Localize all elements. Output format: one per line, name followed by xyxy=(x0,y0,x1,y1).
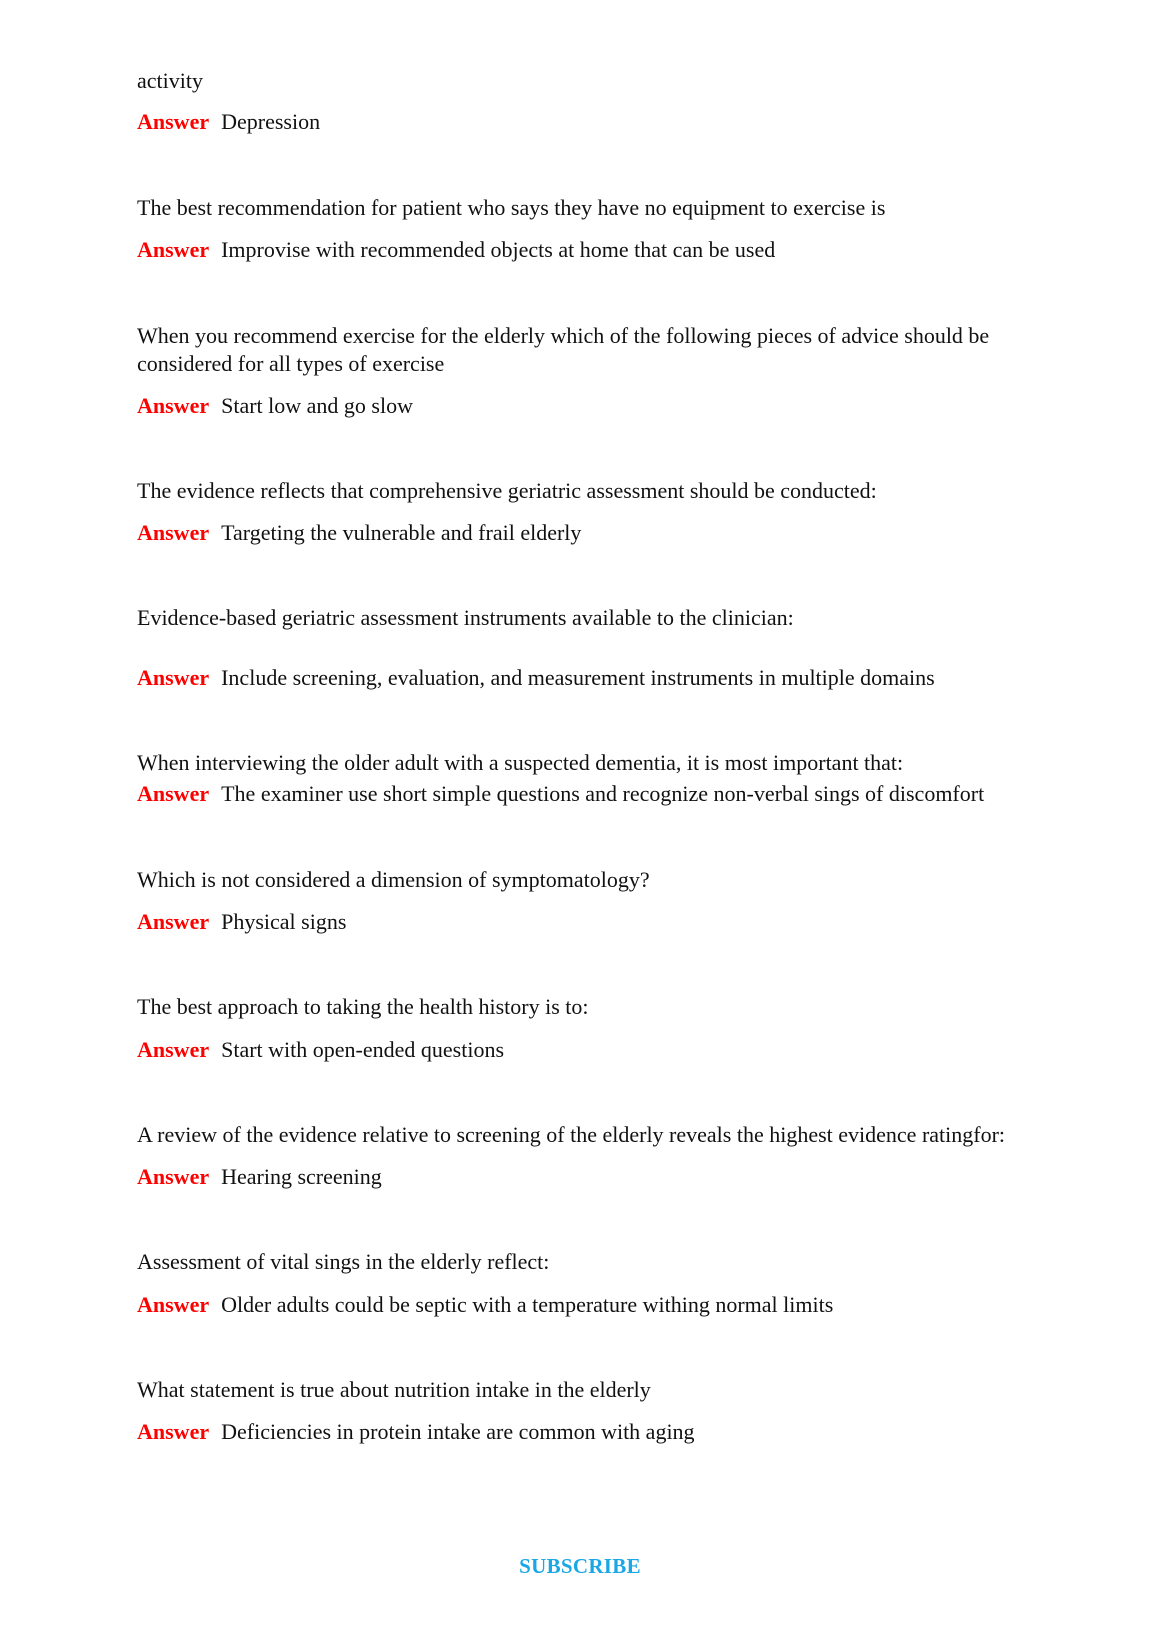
answer-text: Depression xyxy=(221,109,321,134)
question-text: The best recommendation for patient who says they have no equipment to exercise is xyxy=(137,195,886,220)
question-text: What statement is true about nutrition intake in the elderly xyxy=(137,1377,651,1402)
answer-3 xyxy=(137,519,1057,547)
answer-9 xyxy=(137,1291,1057,1319)
answer-10 xyxy=(137,1418,1057,1446)
answer-label: Answer xyxy=(137,520,210,545)
question-text: The best approach to taking the health history is to: xyxy=(137,994,589,1019)
answer-label: Answer xyxy=(137,665,210,690)
question-2 xyxy=(137,322,1047,378)
answer-label: Answer xyxy=(137,1164,210,1189)
subscribe-link[interactable]: SUBSCRIBE xyxy=(519,1554,641,1578)
question-3 xyxy=(137,477,1057,505)
answer-1 xyxy=(137,236,1057,264)
fragment-answer xyxy=(137,108,1057,136)
answer-text: Physical signs xyxy=(221,909,347,934)
answer-text: Older adults could be septic with a temperature withing normal limits xyxy=(221,1292,834,1317)
question-9 xyxy=(137,1248,1057,1276)
question-text: When interviewing the older adult with a suspected dementia, it is most important that: xyxy=(137,750,904,775)
question-text: Assessment of vital sings in the elderly reflect: xyxy=(137,1249,550,1274)
answer-label: Answer xyxy=(137,781,210,806)
answer-label: Answer xyxy=(137,237,210,262)
answer-label: Answer xyxy=(137,1292,210,1317)
question-text: A review of the evidence relative to screening of the elderly reveals the highest evidence ratingfor: xyxy=(137,1122,1006,1147)
question-text: Which is not considered a dimension of symptomatology? xyxy=(137,867,650,892)
question-8 xyxy=(137,1121,1057,1149)
answer-label: Answer xyxy=(137,109,210,134)
question-10 xyxy=(137,1376,1057,1404)
fragment-text xyxy=(137,67,1057,95)
answer-text: The examiner use short simple questions and recognize non-verbal sings of discomfort xyxy=(221,781,985,806)
answer-5 xyxy=(137,780,1057,808)
question-7 xyxy=(137,993,1057,1021)
answer-label: Answer xyxy=(137,393,210,418)
question-4 xyxy=(137,604,1057,632)
question-6 xyxy=(137,866,1057,894)
question-text: When you recommend exercise for the elderly which of the following pieces of advice should be considered for all types of exercise xyxy=(137,323,990,376)
question-5 xyxy=(137,749,1057,777)
answer-text: Hearing screening xyxy=(221,1164,382,1189)
answer-text: Start with open-ended questions xyxy=(221,1037,505,1062)
answer-label: Answer xyxy=(137,1419,210,1444)
fragment-text-value: activity xyxy=(137,68,203,93)
answer-label: Answer xyxy=(137,909,210,934)
answer-label: Answer xyxy=(137,1037,210,1062)
answer-text: Targeting the vulnerable and frail elderly xyxy=(221,520,582,545)
answer-2 xyxy=(137,392,1057,420)
question-text: The evidence reflects that comprehensive geriatric assessment should be conducted: xyxy=(137,478,877,503)
answer-text: Include screening, evaluation, and measurement instruments in multiple domains xyxy=(221,665,935,690)
answer-7 xyxy=(137,1036,1057,1064)
question-1 xyxy=(137,194,1057,222)
answer-text: Deficiencies in protein intake are common with aging xyxy=(221,1419,695,1444)
answer-text: Start low and go slow xyxy=(221,393,413,418)
answer-text: Improvise with recommended objects at home that can be used xyxy=(221,237,776,262)
answer-6 xyxy=(137,908,1057,936)
answer-8 xyxy=(137,1163,1057,1191)
question-text: Evidence-based geriatric assessment instruments available to the clinician: xyxy=(137,605,794,630)
answer-4 xyxy=(137,664,1057,692)
